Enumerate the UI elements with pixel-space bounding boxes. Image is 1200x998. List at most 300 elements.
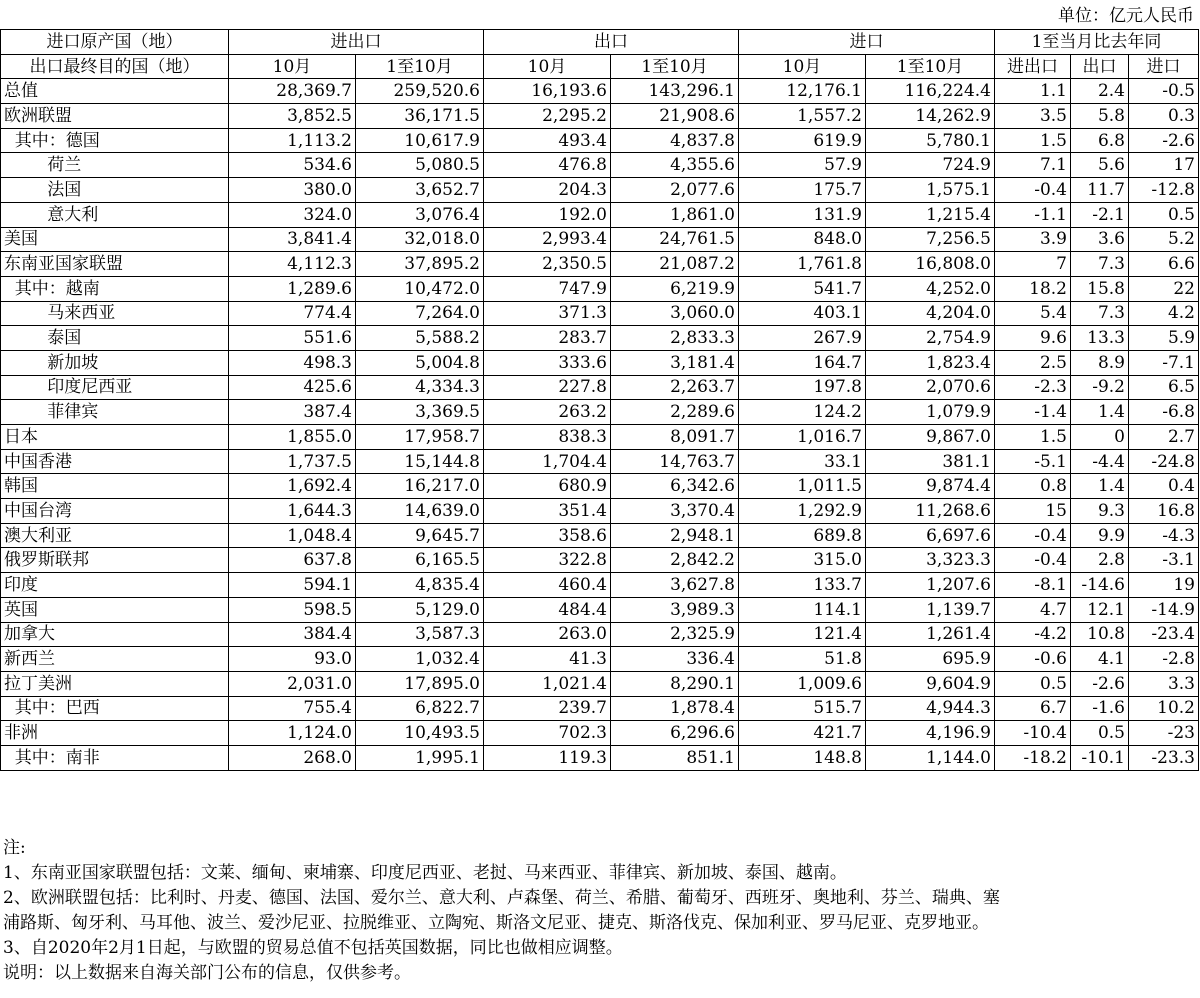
table-row (1, 252, 1199, 277)
data-cell: 3,652.7 (356, 178, 484, 203)
data-cell: -2.1 (1071, 202, 1129, 227)
data-cell: 2,031.0 (229, 671, 356, 696)
data-cell: 7.1 (995, 153, 1071, 178)
data-cell: 1,261.4 (866, 622, 995, 647)
data-cell: 5.8 (1071, 104, 1129, 129)
data-cell: 5,588.2 (356, 326, 484, 351)
row-label: 拉丁美洲 (1, 671, 229, 696)
data-cell: 680.9 (484, 474, 611, 499)
data-cell: 1,575.1 (866, 178, 995, 203)
row-label: 总值 (1, 79, 229, 104)
data-cell: 425.6 (229, 375, 356, 400)
data-cell: -12.8 (1129, 178, 1199, 203)
data-cell: 7.3 (1071, 252, 1129, 277)
data-cell: -3.1 (1129, 548, 1199, 573)
row-label: 印度尼西亚 (1, 375, 229, 400)
table-row (1, 696, 1199, 721)
data-cell: 121.4 (739, 622, 866, 647)
data-cell: 93.0 (229, 647, 356, 672)
table-row (1, 350, 1199, 375)
data-cell: 1,737.5 (229, 449, 356, 474)
data-cell: 263.2 (484, 400, 611, 425)
data-cell: 15.8 (1071, 276, 1129, 301)
data-cell: 9.9 (1071, 523, 1129, 548)
table-row (1, 128, 1199, 153)
data-cell: -4.3 (1129, 523, 1199, 548)
data-cell: 0.5 (1071, 721, 1129, 746)
data-cell: 4,355.6 (611, 153, 739, 178)
data-cell: 1,861.0 (611, 202, 739, 227)
data-cell: 6,219.9 (611, 276, 739, 301)
data-cell: -9.2 (1071, 375, 1129, 400)
data-cell: 9,874.4 (866, 474, 995, 499)
data-cell: 476.8 (484, 153, 611, 178)
data-cell: 6.6 (1129, 252, 1199, 277)
notes-section (3, 836, 1195, 986)
row-label: 印度 (1, 573, 229, 598)
data-cell: 4,835.4 (356, 573, 484, 598)
data-cell: 384.4 (229, 622, 356, 647)
data-cell: 3,627.8 (611, 573, 739, 598)
table-row (1, 227, 1199, 252)
data-cell: 36,171.5 (356, 104, 484, 129)
row-label: 非洲 (1, 721, 229, 746)
data-cell: 1.1 (995, 79, 1071, 104)
data-cell: 1,011.5 (739, 474, 866, 499)
row-label: 加拿大 (1, 622, 229, 647)
data-cell: 119.3 (484, 745, 611, 770)
header-yoy: 1至当月比去年同 (995, 30, 1199, 55)
data-cell: 10,472.0 (356, 276, 484, 301)
header-total-trade: 进出口 (229, 30, 484, 55)
data-cell: 16,808.0 (866, 252, 995, 277)
table-row (1, 79, 1199, 104)
data-cell: -23.3 (1129, 745, 1199, 770)
data-cell: 594.1 (229, 573, 356, 598)
data-cell: -6.8 (1129, 400, 1199, 425)
data-cell: 2,993.4 (484, 227, 611, 252)
data-cell: 16,217.0 (356, 474, 484, 499)
header-yoy-total: 进出口 (995, 54, 1071, 79)
table-row (1, 400, 1199, 425)
table-row (1, 499, 1199, 524)
data-cell: 0.5 (995, 671, 1071, 696)
note-asean: 1、东南亚国家联盟包括：文莱、缅甸、柬埔寨、印度尼西亚、老挝、马来西亚、菲律宾、新加坡、泰国、越南。 (3, 863, 847, 883)
data-cell: 484.4 (484, 597, 611, 622)
data-cell: 1,113.2 (229, 128, 356, 153)
data-cell: 851.1 (611, 745, 739, 770)
data-cell: 1,557.2 (739, 104, 866, 129)
header-row-2 (1, 54, 1199, 79)
data-cell: 5,080.5 (356, 153, 484, 178)
row-label: 意大利 (1, 202, 229, 227)
data-cell: -14.9 (1129, 597, 1199, 622)
row-label: 其中：越南 (1, 276, 229, 301)
data-cell: 5,129.0 (356, 597, 484, 622)
data-cell: 403.1 (739, 301, 866, 326)
data-cell: 3.5 (995, 104, 1071, 129)
data-cell: 131.9 (739, 202, 866, 227)
row-label: 荷兰 (1, 153, 229, 178)
data-cell: 22 (1129, 276, 1199, 301)
data-cell: 1,289.6 (229, 276, 356, 301)
data-cell: 2,070.6 (866, 375, 995, 400)
data-cell: 283.7 (484, 326, 611, 351)
data-cell: 116,224.4 (866, 79, 995, 104)
data-cell: -23 (1129, 721, 1199, 746)
data-cell: 6.7 (995, 696, 1071, 721)
data-cell: 2,263.7 (611, 375, 739, 400)
data-cell: -7.1 (1129, 350, 1199, 375)
header-destination: 出口最终目的国（地） (1, 54, 229, 79)
row-label: 英国 (1, 597, 229, 622)
data-cell: 9,604.9 (866, 671, 995, 696)
data-cell: 1,292.9 (739, 499, 866, 524)
data-cell: 333.6 (484, 350, 611, 375)
data-cell: 541.7 (739, 276, 866, 301)
data-cell: 17,958.7 (356, 425, 484, 450)
data-cell: -5.1 (995, 449, 1071, 474)
data-cell: 4,196.9 (866, 721, 995, 746)
data-cell: 8,091.7 (611, 425, 739, 450)
data-cell: 13.3 (1071, 326, 1129, 351)
data-cell: 1,704.4 (484, 449, 611, 474)
data-cell: 498.3 (229, 350, 356, 375)
data-cell: 10,617.9 (356, 128, 484, 153)
data-cell: 3.9 (995, 227, 1071, 252)
data-cell: 774.4 (229, 301, 356, 326)
table-row (1, 276, 1199, 301)
data-cell: 17,895.0 (356, 671, 484, 696)
data-cell: 1,079.9 (866, 400, 995, 425)
row-label: 东南亚国家联盟 (1, 252, 229, 277)
row-label: 韩国 (1, 474, 229, 499)
table-row (1, 647, 1199, 672)
data-cell: 747.9 (484, 276, 611, 301)
data-cell: -1.4 (995, 400, 1071, 425)
data-cell: 10.2 (1129, 696, 1199, 721)
data-cell: 37,895.2 (356, 252, 484, 277)
data-cell: 10,493.5 (356, 721, 484, 746)
header-export-oct: 10月 (484, 54, 611, 79)
data-cell: 239.7 (484, 696, 611, 721)
data-cell: 15,144.8 (356, 449, 484, 474)
data-cell: 4,112.3 (229, 252, 356, 277)
data-cell: -2.8 (1129, 647, 1199, 672)
source-remark: 说明：以上数据来自海关部门公布的信息，仅供参考。 (3, 963, 411, 983)
data-cell: 387.4 (229, 400, 356, 425)
data-cell: 358.6 (484, 523, 611, 548)
data-cell: 6,342.6 (611, 474, 739, 499)
data-cell: 4.1 (1071, 647, 1129, 672)
data-cell: 534.6 (229, 153, 356, 178)
data-cell: 4,837.8 (611, 128, 739, 153)
data-cell: 16.8 (1129, 499, 1199, 524)
data-cell: 0 (1071, 425, 1129, 450)
data-cell: 493.4 (484, 128, 611, 153)
data-cell: 1,009.6 (739, 671, 866, 696)
table-row (1, 573, 1199, 598)
data-cell: -1.1 (995, 202, 1071, 227)
data-cell: 4.2 (1129, 301, 1199, 326)
table-body (1, 79, 1199, 770)
data-cell: 838.3 (484, 425, 611, 450)
data-cell: -4.2 (995, 622, 1071, 647)
data-cell: 5.2 (1129, 227, 1199, 252)
table-row (1, 721, 1199, 746)
table-row (1, 745, 1199, 770)
note-eu-line-1: 2、欧洲联盟包括：比利时、丹麦、德国、法国、爱尔兰、意大利、卢森堡、荷兰、希腊、葡萄牙、西班牙、奥地利、芬兰、瑞典、塞 (3, 888, 1000, 908)
data-cell: 14,262.9 (866, 104, 995, 129)
data-cell: 598.5 (229, 597, 356, 622)
row-label: 菲律宾 (1, 400, 229, 425)
data-cell: 2.5 (995, 350, 1071, 375)
table-row (1, 523, 1199, 548)
data-cell: 204.3 (484, 178, 611, 203)
table-row (1, 202, 1199, 227)
table-row (1, 375, 1199, 400)
data-cell: 28,369.7 (229, 79, 356, 104)
data-cell: 192.0 (484, 202, 611, 227)
header-yoy-export: 出口 (1071, 54, 1129, 79)
data-cell: -0.4 (995, 523, 1071, 548)
table-row (1, 597, 1199, 622)
data-cell: 14,763.7 (611, 449, 739, 474)
data-cell: 17 (1129, 153, 1199, 178)
data-cell: 6.8 (1071, 128, 1129, 153)
table-row (1, 425, 1199, 450)
table-row (1, 153, 1199, 178)
data-cell: 15 (995, 499, 1071, 524)
data-cell: 14,639.0 (356, 499, 484, 524)
data-cell: 322.8 (484, 548, 611, 573)
data-cell: 41.3 (484, 647, 611, 672)
data-cell: 51.8 (739, 647, 866, 672)
data-cell: 0.3 (1129, 104, 1199, 129)
data-cell: 3,989.3 (611, 597, 739, 622)
table-row (1, 326, 1199, 351)
data-cell: 3,181.4 (611, 350, 739, 375)
data-cell: 2,833.3 (611, 326, 739, 351)
data-cell: -0.6 (995, 647, 1071, 672)
header-import-ytd: 1至10月 (866, 54, 995, 79)
data-cell: 18.2 (995, 276, 1071, 301)
row-label: 马来西亚 (1, 301, 229, 326)
data-cell: 515.7 (739, 696, 866, 721)
data-cell: 4,204.0 (866, 301, 995, 326)
data-cell: 3,369.5 (356, 400, 484, 425)
note-uk: 3、自2020年2月1日起，与欧盟的贸易总值不包括英国数据，同比也做相应调整。 (3, 938, 623, 958)
data-cell: 755.4 (229, 696, 356, 721)
row-label: 其中：德国 (1, 128, 229, 153)
data-cell: 702.3 (484, 721, 611, 746)
data-cell: -18.2 (995, 745, 1071, 770)
table-row (1, 622, 1199, 647)
data-cell: 11.7 (1071, 178, 1129, 203)
data-cell: 259,520.6 (356, 79, 484, 104)
data-cell: 1,995.1 (356, 745, 484, 770)
data-cell: 336.4 (611, 647, 739, 672)
data-cell: 4,334.3 (356, 375, 484, 400)
data-cell: 1,144.0 (866, 745, 995, 770)
header-export-ytd: 1至10月 (611, 54, 739, 79)
data-cell: 143,296.1 (611, 79, 739, 104)
data-cell: 124.2 (739, 400, 866, 425)
data-cell: 0.8 (995, 474, 1071, 499)
data-cell: -0.5 (1129, 79, 1199, 104)
table-row (1, 104, 1199, 129)
row-label: 其中：南非 (1, 745, 229, 770)
data-cell: 695.9 (866, 647, 995, 672)
data-cell: 2,295.2 (484, 104, 611, 129)
data-cell: 133.7 (739, 573, 866, 598)
data-cell: 0.4 (1129, 474, 1199, 499)
data-cell: 4,252.0 (866, 276, 995, 301)
row-label: 其中：巴西 (1, 696, 229, 721)
data-cell: 1,644.3 (229, 499, 356, 524)
data-cell: 267.9 (739, 326, 866, 351)
row-label: 中国香港 (1, 449, 229, 474)
data-cell: -2.6 (1129, 128, 1199, 153)
data-cell: 1,878.4 (611, 696, 739, 721)
row-label: 欧洲联盟 (1, 104, 229, 129)
data-cell: 227.8 (484, 375, 611, 400)
table-row (1, 474, 1199, 499)
header-import: 进口 (739, 30, 995, 55)
row-label: 美国 (1, 227, 229, 252)
data-cell: 4,944.3 (866, 696, 995, 721)
row-label: 法国 (1, 178, 229, 203)
data-cell: 57.9 (739, 153, 866, 178)
row-label: 日本 (1, 425, 229, 450)
data-cell: 381.1 (866, 449, 995, 474)
data-cell: 10.8 (1071, 622, 1129, 647)
table-row (1, 178, 1199, 203)
data-cell: 148.8 (739, 745, 866, 770)
data-cell: 24,761.5 (611, 227, 739, 252)
data-cell: 7,256.5 (866, 227, 995, 252)
data-cell: 1.4 (1071, 400, 1129, 425)
data-cell: 19 (1129, 573, 1199, 598)
data-cell: 1.5 (995, 128, 1071, 153)
unit-label: 单位：亿元人民币 (1058, 6, 1194, 26)
data-cell: 724.9 (866, 153, 995, 178)
data-cell: 380.0 (229, 178, 356, 203)
data-cell: -10.4 (995, 721, 1071, 746)
data-cell: 1,048.4 (229, 523, 356, 548)
data-cell: 1,021.4 (484, 671, 611, 696)
notes-title: 注: (3, 838, 26, 858)
trade-table (0, 29, 1199, 771)
data-cell: 1,692.4 (229, 474, 356, 499)
data-cell: -2.3 (995, 375, 1071, 400)
data-cell: 689.8 (739, 523, 866, 548)
data-cell: 2,948.1 (611, 523, 739, 548)
data-cell: 3.3 (1129, 671, 1199, 696)
row-label: 新加坡 (1, 350, 229, 375)
data-cell: 848.0 (739, 227, 866, 252)
data-cell: 9.6 (995, 326, 1071, 351)
header-origin: 进口原产国（地） (1, 30, 229, 55)
data-cell: 1,032.4 (356, 647, 484, 672)
data-cell: 3,060.0 (611, 301, 739, 326)
table-row (1, 548, 1199, 573)
data-cell: 6,822.7 (356, 696, 484, 721)
note-eu-line-2: 浦路斯、匈牙利、马耳他、波兰、爱沙尼亚、拉脱维亚、立陶宛、斯洛文尼亚、捷克、斯洛伐克、保加利亚、罗马尼亚、克罗地亚。 (3, 913, 989, 933)
data-cell: -0.4 (995, 178, 1071, 203)
data-cell: 1,855.0 (229, 425, 356, 450)
data-cell: 1,215.4 (866, 202, 995, 227)
data-cell: 1,823.4 (866, 350, 995, 375)
data-cell: 175.7 (739, 178, 866, 203)
table-row (1, 449, 1199, 474)
data-cell: 21,908.6 (611, 104, 739, 129)
data-cell: 315.0 (739, 548, 866, 573)
data-cell: 2,754.9 (866, 326, 995, 351)
header-total-ytd: 1至10月 (356, 54, 484, 79)
data-cell: 3,841.4 (229, 227, 356, 252)
data-cell: 5.6 (1071, 153, 1129, 178)
data-cell: 32,018.0 (356, 227, 484, 252)
data-cell: 9,867.0 (866, 425, 995, 450)
data-cell: 33.1 (739, 449, 866, 474)
data-cell: 3,076.4 (356, 202, 484, 227)
row-label: 澳大利亚 (1, 523, 229, 548)
header-row-1 (1, 30, 1199, 55)
data-cell: 263.0 (484, 622, 611, 647)
data-cell: 12,176.1 (739, 79, 866, 104)
data-cell: 2.4 (1071, 79, 1129, 104)
data-cell: 1.5 (995, 425, 1071, 450)
data-cell: 6,296.6 (611, 721, 739, 746)
data-cell: 164.7 (739, 350, 866, 375)
data-cell: 1.4 (1071, 474, 1129, 499)
data-cell: 7,264.0 (356, 301, 484, 326)
data-cell: 268.0 (229, 745, 356, 770)
data-cell: 6,165.5 (356, 548, 484, 573)
data-cell: 9,645.7 (356, 523, 484, 548)
data-cell: 3.6 (1071, 227, 1129, 252)
header-export: 出口 (484, 30, 739, 55)
data-cell: 2.8 (1071, 548, 1129, 573)
data-cell: 371.3 (484, 301, 611, 326)
data-cell: 1,761.8 (739, 252, 866, 277)
data-cell: 6.5 (1129, 375, 1199, 400)
row-label: 泰国 (1, 326, 229, 351)
data-cell: 3,587.3 (356, 622, 484, 647)
data-cell: 1,124.0 (229, 721, 356, 746)
data-cell: 3,323.3 (866, 548, 995, 573)
data-cell: 6,697.6 (866, 523, 995, 548)
data-cell: 460.4 (484, 573, 611, 598)
data-cell: 197.8 (739, 375, 866, 400)
data-cell: 11,268.6 (866, 499, 995, 524)
data-cell: 12.1 (1071, 597, 1129, 622)
data-cell: 7.3 (1071, 301, 1129, 326)
data-cell: -23.4 (1129, 622, 1199, 647)
data-cell: -1.6 (1071, 696, 1129, 721)
data-cell: 2,842.2 (611, 548, 739, 573)
row-label: 新西兰 (1, 647, 229, 672)
data-cell: 7 (995, 252, 1071, 277)
data-cell: 5.4 (995, 301, 1071, 326)
data-cell: 21,087.2 (611, 252, 739, 277)
header-total-oct: 10月 (229, 54, 356, 79)
row-label: 俄罗斯联邦 (1, 548, 229, 573)
data-cell: 0.5 (1129, 202, 1199, 227)
row-label: 中国台湾 (1, 499, 229, 524)
data-cell: 2,077.6 (611, 178, 739, 203)
